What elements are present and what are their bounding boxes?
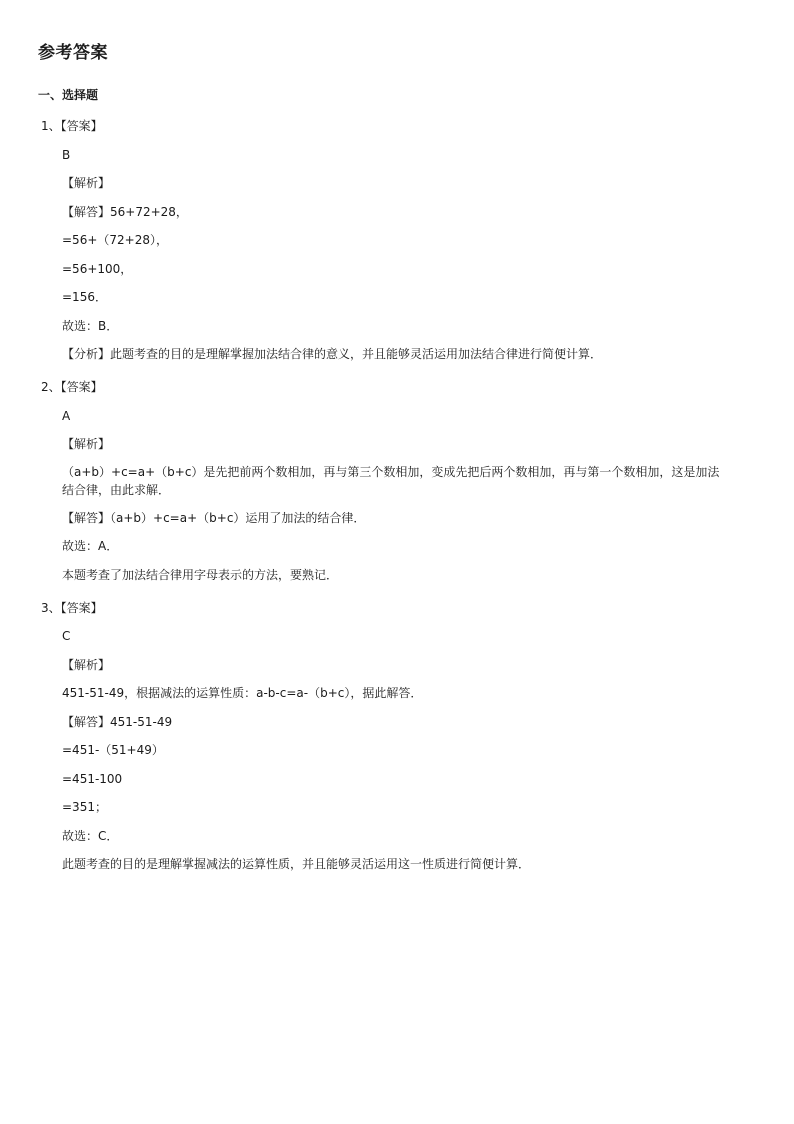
question-3-solution-line: =451-100 <box>62 772 123 786</box>
question-2-solution-line: 【解答】（a+b）+c=a+（b+c）运用了加法的结合律． <box>62 511 366 525</box>
question-3-comment: 此题考查的目的是理解掌握减法的运算性质，并且能够灵活运用这一性质进行简便计算． <box>62 857 531 871</box>
question-1-solution-line: =156． <box>62 290 107 304</box>
question-3-choice: 故选：C． <box>62 829 119 843</box>
page-title: 参考答案 <box>38 43 108 63</box>
question-3-heading: 3、【答案】 <box>41 601 103 615</box>
question-2-analysis-label: 【解析】 <box>62 437 111 451</box>
question-3-analysis-label: 【解析】 <box>62 658 111 672</box>
section-title: 一、选择题 <box>38 88 99 102</box>
question-3-solution-line: 【解答】451-51-49 <box>62 715 173 729</box>
question-1-comment: 【分析】此题考查的目的是理解掌握加法结合律的意义，并且能够灵活运用加法结合律进行简便计算． <box>62 347 603 361</box>
question-2-analysis-text: （a+b）+c=a+（b+c）是先把前两个数相加，再与第三个数相加，变成先把后两个数相加，再与第一个数相加，这是加法结合律，由此求解． <box>62 465 720 497</box>
question-1-heading: 1、【答案】 <box>41 119 103 133</box>
question-3-answer: C <box>62 629 71 643</box>
question-2-answer: A <box>62 409 71 423</box>
question-2-heading: 2、【答案】 <box>41 380 103 394</box>
question-3-analysis-text: 451-51-49，根据减法的运算性质：a-b-c=a-（b+c），据此解答． <box>62 686 423 700</box>
question-1-solution-line: =56+（72+28）， <box>62 233 168 247</box>
question-1-answer: B <box>62 148 71 162</box>
question-3-solution-line: =351； <box>62 800 107 814</box>
question-1-choice: 故选：B． <box>62 319 119 333</box>
question-1-solution-line: 【解答】56+72+28， <box>62 205 188 219</box>
question-2-comment: 本题考查了加法结合律用字母表示的方法，要熟记． <box>62 568 339 582</box>
question-3-solution-line: =451-（51+49） <box>62 743 164 757</box>
question-1-analysis-label: 【解析】 <box>62 176 111 190</box>
question-2-choice: 故选：A． <box>62 539 119 553</box>
question-1-solution-line: =56+100， <box>62 262 133 276</box>
